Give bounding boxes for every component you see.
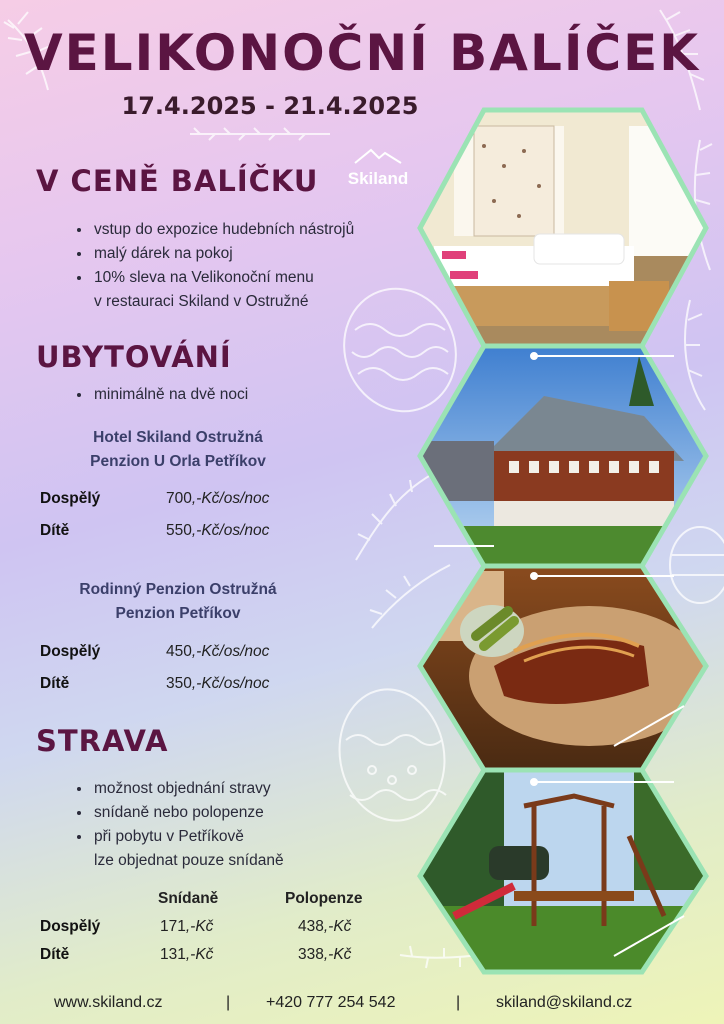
- breakfast-price: 171,-Kč: [160, 918, 214, 935]
- price-label: Dítě: [40, 522, 70, 539]
- list-item: • při pobytu v Petříkově: [92, 825, 284, 849]
- hotel-name: Penzion Petříkov: [115, 605, 241, 622]
- price-label: Dospělý: [40, 918, 101, 935]
- list-item: • minimálně na dvě noci: [92, 383, 248, 407]
- date-range: 17.4.2025 - 21.4.2025: [121, 92, 419, 120]
- hotel-name: Hotel Skiland Ostružná: [93, 429, 263, 446]
- price-value: 350,-Kč/os/noc: [166, 675, 270, 692]
- meal-row-child: [0, 946, 380, 970]
- price-label: Dítě: [40, 675, 70, 692]
- email-link[interactable]: skiland@skiland.cz: [496, 994, 633, 1011]
- price-row-child: [0, 675, 360, 699]
- column-header-halfboard: Polopenze: [285, 890, 363, 907]
- footer-separator: |: [456, 994, 461, 1011]
- phone-link[interactable]: +420 777 254 542: [266, 994, 396, 1011]
- photo-column: [414, 106, 712, 976]
- accommodation-heading: UBYTOVÁNÍ: [36, 340, 232, 374]
- package-list: [70, 218, 354, 314]
- price-value: 700,-Kč/os/noc: [166, 490, 270, 507]
- price-row-adult: [0, 643, 360, 667]
- price-value: 550,-Kč/os/noc: [166, 522, 270, 539]
- halfboard-price: 438,-Kč: [298, 918, 352, 935]
- accommodation-list: [70, 383, 248, 407]
- list-item: • malý dárek na pokoj: [92, 242, 354, 266]
- logo-text: Skiland: [347, 169, 409, 188]
- price-label: Dítě: [40, 946, 70, 963]
- price-label: Dospělý: [40, 643, 101, 660]
- meals-list: [70, 777, 284, 873]
- website-link[interactable]: www.skiland.cz: [54, 994, 163, 1011]
- halfboard-price: 338,-Kč: [298, 946, 352, 963]
- skiland-logo: [338, 148, 418, 189]
- meal-row-adult: [0, 918, 380, 942]
- package-heading: V CENĚ BALÍČKU: [36, 164, 319, 198]
- footer-separator: |: [226, 994, 231, 1011]
- list-item: • snídaně nebo polopenze: [92, 801, 284, 825]
- playground-photo: [414, 770, 712, 972]
- hotel-group-2: [28, 578, 328, 626]
- price-row-child: [0, 522, 360, 546]
- price-label: Dospělý: [40, 490, 101, 507]
- breakfast-price: 131,-Kč: [160, 946, 214, 963]
- meals-heading: STRAVA: [36, 724, 169, 758]
- column-header-breakfast: Snídaně: [158, 890, 219, 907]
- hotel-name: Rodinný Penzion Ostružná: [79, 581, 277, 598]
- food-photo: [414, 566, 712, 770]
- hotel-group-1: [28, 426, 328, 474]
- list-item: • 10% sleva na Velikonoční menu: [92, 266, 354, 290]
- hotel-photo: [414, 346, 712, 566]
- page-title: VELIKONOČNÍ BALÍČEK: [23, 24, 701, 82]
- mountain-icon: [353, 148, 403, 164]
- list-item: • vstup do expozice hudebních nástrojů: [92, 218, 354, 242]
- price-value: 450,-Kč/os/noc: [166, 643, 270, 660]
- room-photo: [414, 106, 712, 346]
- list-item: • možnost objednání stravy: [92, 777, 284, 801]
- price-row-adult: [0, 490, 360, 514]
- hotel-name: Penzion U Orla Petříkov: [90, 453, 266, 470]
- list-item-continuation: v restauraci Skiland v Ostružné: [94, 293, 309, 310]
- list-item-continuation: lze objednat pouze snídaně: [94, 852, 284, 869]
